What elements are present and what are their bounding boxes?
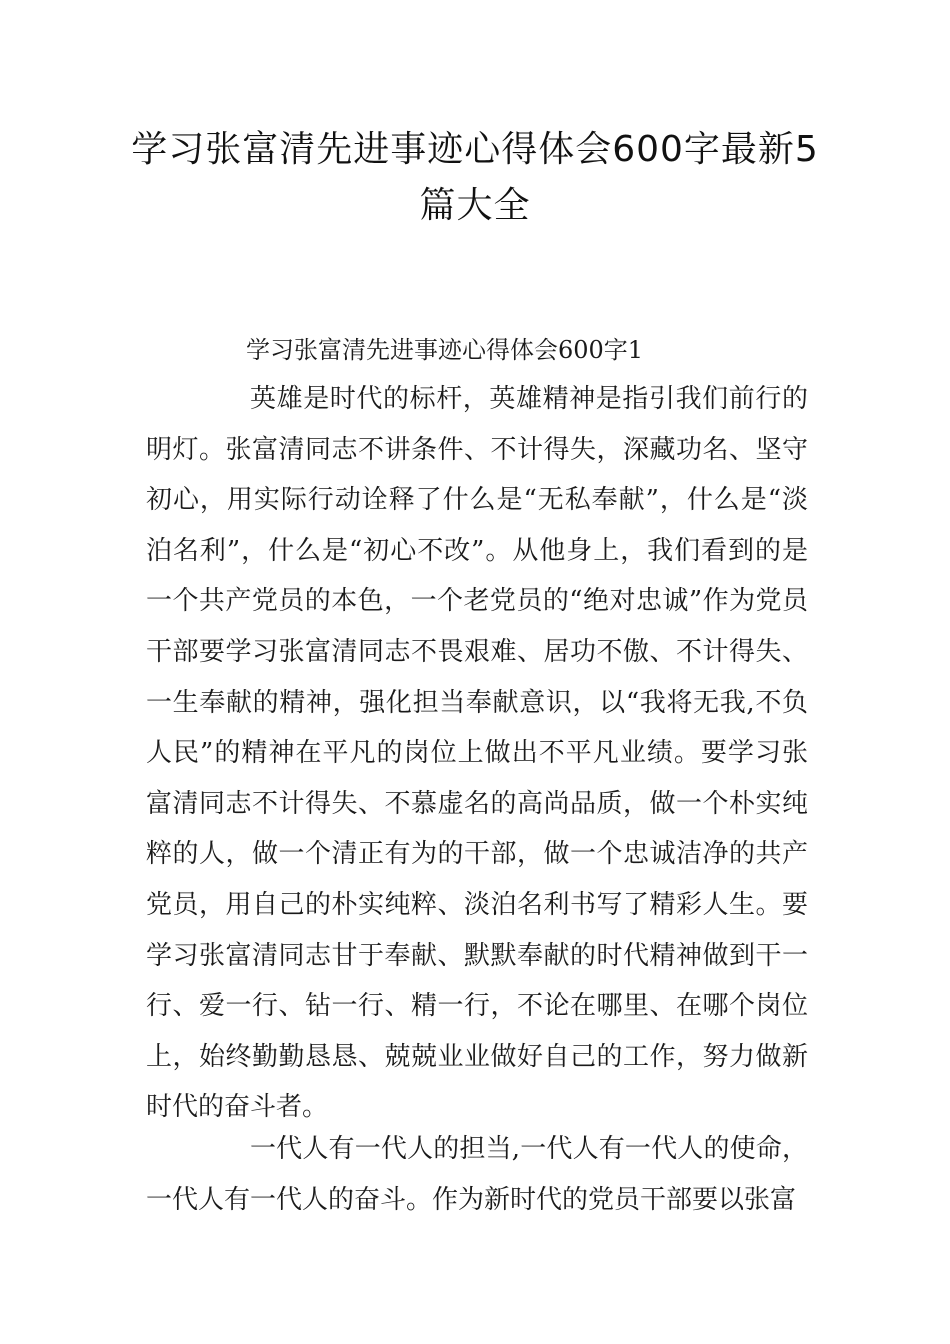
- body-paragraph-1: 英雄是时代的标杆，英雄精神是指引我们前行的明灯。张富清同志不讲条件、不计得失，深藏功名、坚守初心，用实际行动诠释了什么是“无私奉献”，什么是“淡泊名利”，什么是“初心不改”。从他身上，我们看到的是一个共产党员的本色，一个老党员的“绝对忠诚”作为党员干部要学习张富清同志不畏艰难、居功不傲、不计得失、一生奉献的精神，强化担当奉献意识，以“我将无我,不负人民”的精神在平凡的岗位上做出不平凡业绩。要学习张富清同志不计得失、不慕虚名的高尚品质，做一个朴实纯粹的人，做一个清正有为的干部，做一个忠诚洁净的共产党员，用自己的朴实纯粹、淡泊名利书写了精彩人生。要学习张富清同志甘于奉献、默默奉献的时代精神做到干一行、爱一行、钻一行、精一行，不论在哪里、在哪个岗位上，始终勤勤恳恳、兢兢业业做好自己的工作，努力做新时代的奋斗者。: [146, 384, 808, 1123]
- section-heading: 学习张富清先进事迹心得体会600字1: [246, 336, 644, 364]
- body-paragraph-2: 一代人有一代人的担当,一代人有一代人的使命，一代人有一代人的奋斗。作为新时代的党员干部要以张富: [146, 1134, 808, 1215]
- document-title: 学习张富清先进事迹心得体会600字最新5篇大全: [131, 129, 819, 226]
